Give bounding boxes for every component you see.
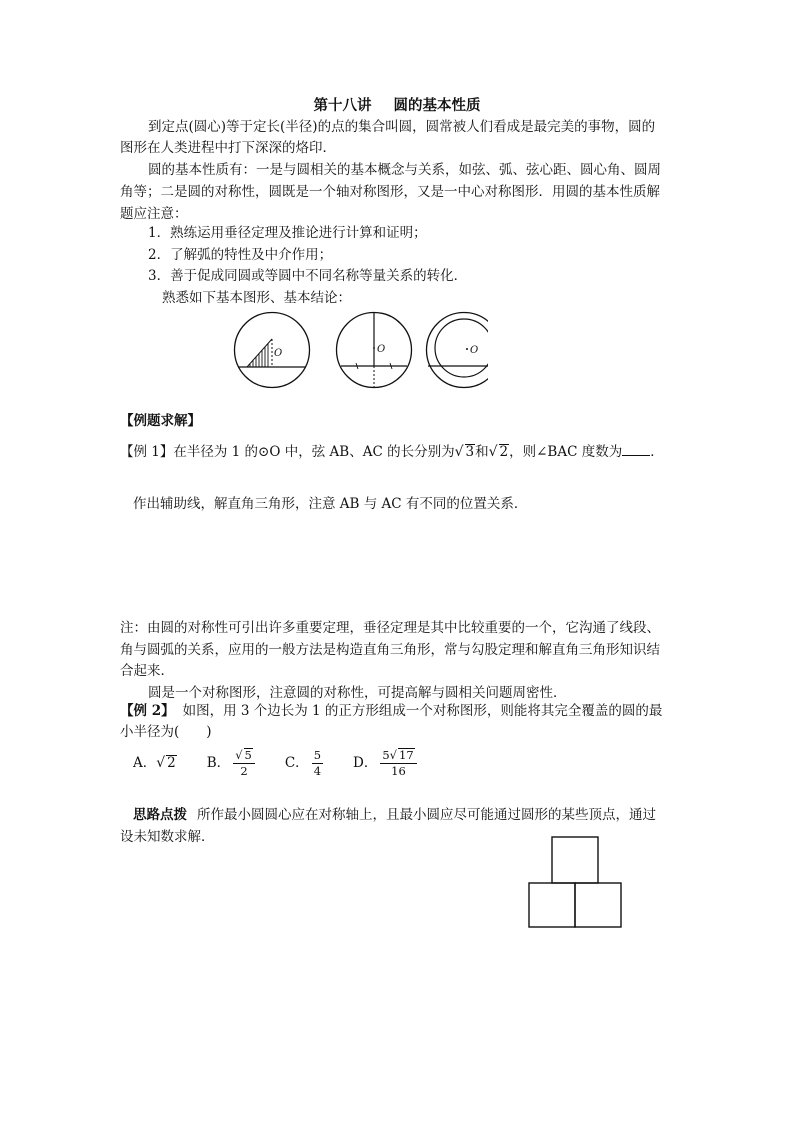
answer-blank (622, 441, 650, 456)
hint-2-line-1: 思路点拨 所作最小圆圆心应在对称轴上，且最小圆应尽可能通过圆形的某些顶点，通过 (133, 807, 656, 823)
hint-2-line-2: 设未知数求解． (120, 829, 215, 845)
intro-line-1: 到定点(圆心)等于定长(半径)的点的集合叫圆，圆常被人们看成是最完美的事物，圆的 (148, 119, 656, 135)
tip-item-2: 2．了解弧的特性及中介作用； (148, 247, 333, 263)
intro-line-2: 图形在人类进程中打下深深的烙印． (120, 140, 336, 156)
tip-item-3: 3．善于促成同圆或等圆中不同名称等量关系的转化． (148, 268, 468, 284)
note-line-1: 注：由圆的对称性可引出许多重要定理，垂径定理是其中比较重要的一个，它沟通了线段、 (120, 620, 660, 636)
example-1-hint: 作出辅助线，解直角三角形，注意 AB 与 AC 有不同的位置关系． (133, 496, 528, 512)
intro-line-3: 圆的基本性质有：一是与圆相关的基本概念与关系，如弦、弧、弦心距、圆心角、圆周 (148, 162, 661, 178)
option-d: D． $\frac{5√ 17}{16}$ (353, 748, 417, 779)
radicand-3: 3 (465, 444, 475, 460)
figure-3-center-label: O (470, 345, 479, 356)
example-2-options (133, 748, 417, 779)
figure-circle-diameter-chord (337, 313, 412, 388)
bottom-left-square (529, 883, 575, 927)
intro-line-5: 题应注意： (120, 206, 188, 222)
radicand-2: 2 (499, 444, 509, 460)
basic-figures (228, 308, 488, 392)
page-title: 第十八讲 圆的基本性质 (313, 97, 481, 114)
section-heading: 【例题求解】 (120, 413, 201, 429)
figure-concentric-circles (427, 313, 489, 388)
option-a: A．√ 2 (133, 755, 176, 771)
figure-circle-chord-triangle (235, 313, 310, 388)
intro-line-4: 角等；二是圆的对称性，圆既是一个轴对称图形，又是一中心对称图形．用圆的基本性质解 (120, 184, 660, 200)
bottom-right-square (575, 883, 621, 927)
basic-figures-intro: 熟悉如下基本图形、基本结论： (162, 290, 351, 306)
example-2-line-2: 小半径为( ) (120, 724, 212, 740)
note-line-2: 角与圆弧的关系，应用的一般方法是构造直角三角形，常与勾股定理和解直角三角形知识结 (120, 642, 660, 658)
example-2-line-1: 【例 2】 如图，用 3 个边长为 1 的正方形组成一个对称图形，则能将其完全覆盖的圆的最 (120, 703, 663, 719)
example-1: 【例 1】在半径为 1 的⊙O 中，弦 AB、AC 的长分别为√ 3和√ 2，则∠BAC 度数为 ． (120, 441, 664, 463)
example-2-tag: 【例 2】 (120, 703, 175, 719)
note-line-3: 合起来． (120, 663, 174, 679)
tip-item-1: 1．熟练运用垂径定理及推论进行计算和证明； (148, 225, 427, 241)
top-square (552, 837, 598, 883)
figure-1-center-label: O (274, 348, 283, 359)
hint-2-label: 思路点拨 (133, 807, 187, 823)
figure-2-center-label: O (377, 344, 386, 355)
note-line-4: 圆是一个对称图形，注意圆的对称性，可提高解与圆相关问题周密性． (148, 685, 567, 701)
three-squares-figure (528, 836, 624, 930)
example-1-tag: 【例 1】 (120, 444, 174, 460)
option-b: B． $\frac{√ 5}{2}$ (207, 748, 255, 779)
option-c: C． $\frac{5}{4}$ (284, 748, 322, 778)
